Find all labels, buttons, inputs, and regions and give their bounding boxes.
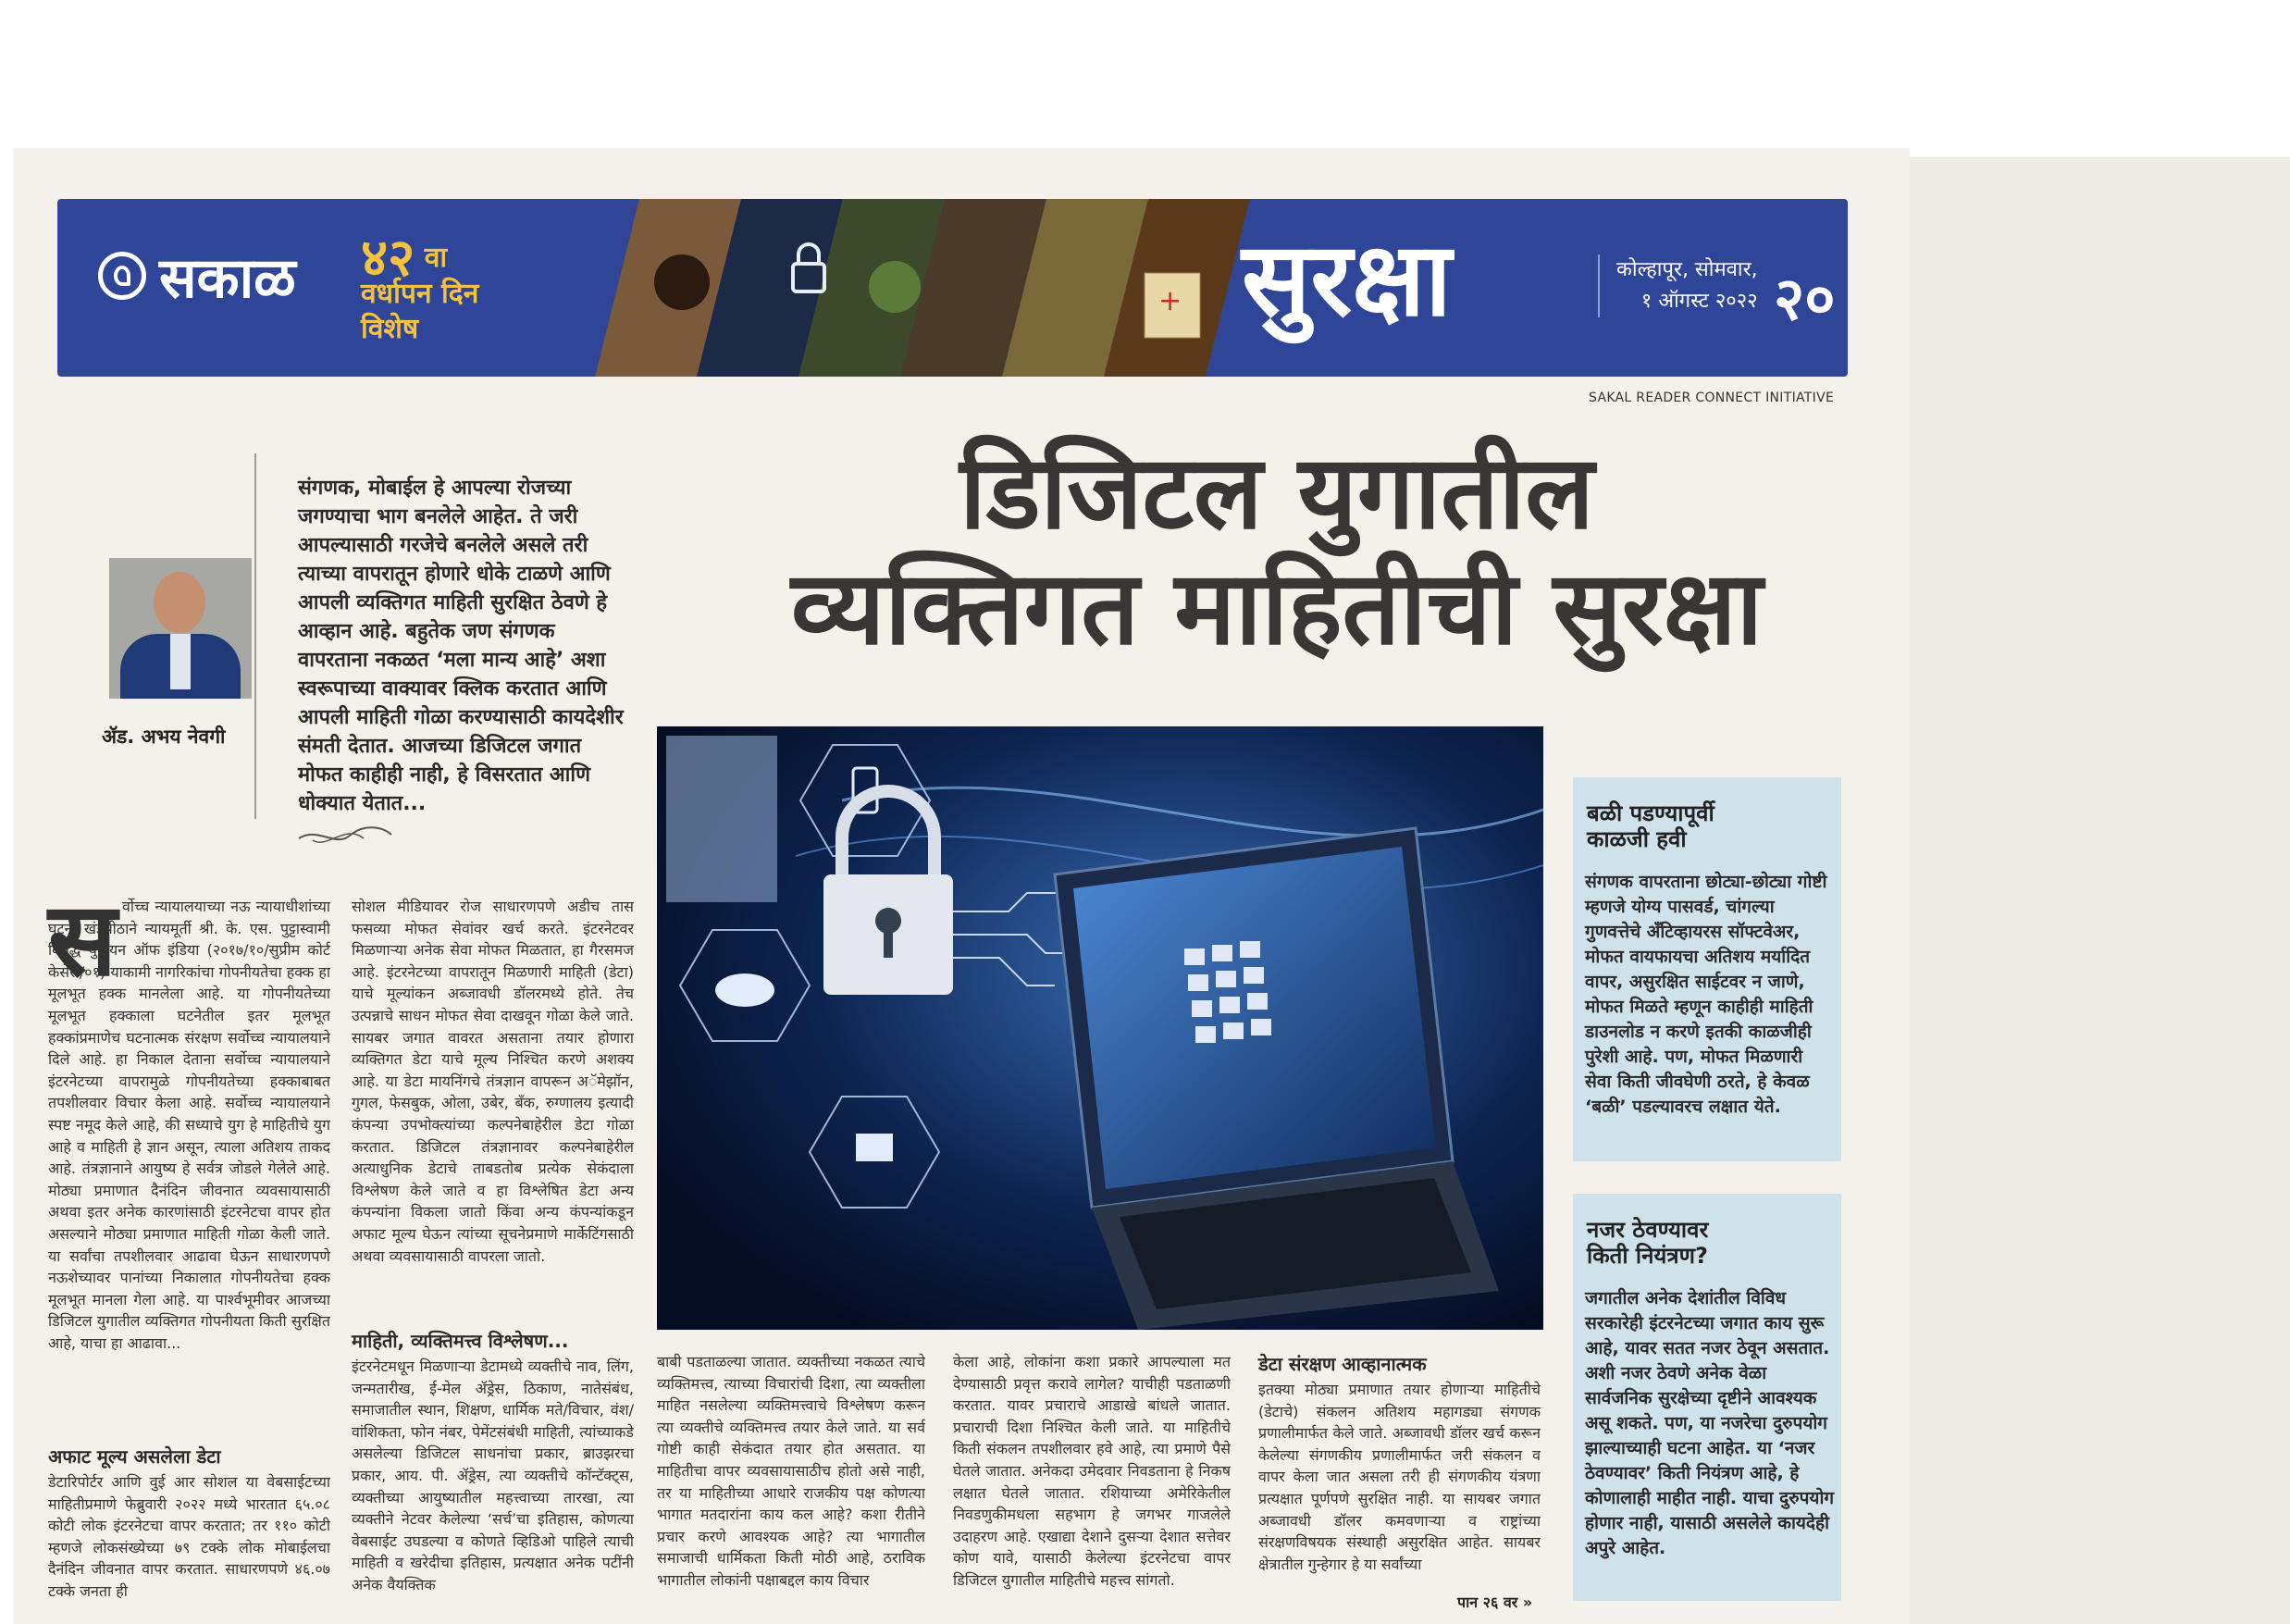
author-photo xyxy=(109,558,252,699)
column2-text2: इंटरनेटमधून मिळणाऱ्या डेटामध्ये व्यक्तीचे नाव, लिंग, जन्मतारीख, ई-मेल ॲड्रेस, ठिकाण, नातेसंबंध, समाजातील स्थान, शिक्षण, धार्मिक मते/विचार, वंश/वांशिकता, फोन नंबर, पेमेंटसंबंधी माहिती, त्यांच्याकडे असलेल्या डिजिटल साधनांचा प्रकार, ब्राउझरचा प्रकार, आय. पी. ॲड्रेस, त्या व्यक्तीचे कॉन्टॅक्ट्स, व्यक्तीच्या आयुष्यातील महत्त्वाच्या तारखा, त्या व्यक्तीने नेटवर केलेल्या ‘सर्च’चा इतिहास, कोणत्या वेबसाईट उघडल्या व कोणते व्हिडिओ पाहिले त्याची माहिती व खरेदीचा इतिहास, प्रत्यक्षात अनेक पटींनी अनेक वैयक्तिक xyxy=(352,1357,634,1593)
security-photo-collage xyxy=(580,199,1246,377)
column1-text2: डेटारिपोर्टर आणि वुई आर सोशल या वेबसाईटच्या माहितीप्रमाणे फेब्रुवारी २०२२ मध्ये भारतात ६५.०८ कोटी लोक इंटरनेटचा वापर करतात; तर ११० कोटी म्हणजे लोकसंख्येच्या ७९ टक्के लोक मोबाईलचा दैनंदिन जीवनात वापर करतात. साधारणपणे ४६.०७ टक्के जनता ही xyxy=(48,1473,330,1600)
headline xyxy=(699,435,1855,666)
sakal-logo xyxy=(98,238,296,314)
sidebar-box2-body: जगातील अनेक देशांतील विविध सरकारेही इंटरनेटच्या जगात काय सुरू आहे, यावर सतत नजर ठेवून असतात. अशी नजर ठेवणे अनेक वेळा सार्वजनिक सुरक्षेच्या दृष्टीने आवश्यक असू शकते. पण, या नजरेचा दुरुपयोग झाल्याच्याही घटना आहेत. या ‘नजर ठेवण्यावर’ किती नियंत्रण आहे, हे कोणालाही माहीत नाही. याचा दुरुपयोग होणार नाही, यासाठी असलेले कायदेही अपुरे आहेत. xyxy=(1585,1288,1835,1558)
collage-icons xyxy=(617,199,1265,377)
svg-text:+: + xyxy=(1158,285,1182,317)
column-divider xyxy=(254,453,256,819)
continued-on-page: पान २६ वर » xyxy=(1457,1593,1533,1611)
anniversary-line2: वर्धापन दिन xyxy=(361,277,479,310)
logo-text: सकाळ xyxy=(159,246,296,311)
sidebar-box1-title: बळी पडण्यापूर्वी काळजी हवी xyxy=(1587,800,1714,852)
dateline xyxy=(1598,254,1758,317)
column2-subhead: माहिती, व्यक्तिमत्त्व विश्लेषण... xyxy=(352,1330,569,1352)
column5-text: इतक्या मोठ्या प्रमाणात तयार होणाऱ्या माहितीचे (डेटाचे) संकलन अतिशय महागड्या संगणक प्रणालीमार्फत केले जाते. अब्जावधी डॉलर खर्च करून केलेल्या संगणकीय प्रणालीमार्फत जरी संकलन व वापर केला जात असला तरी ही संगणकीय यंत्रणा प्रत्यक्षात पूर्णपणे सुरक्षित नाही. या सायबर जगात अब्जावधी डॉलर कमवणाऱ्या व राष्ट्रांच्या संरक्षणविषयक संस्थाही असुरक्षित आहेत. सायबर क्षेत्रातील गुन्हेगार हे या सर्वांच्या xyxy=(1258,1381,1541,1573)
intro-paragraph: संगणक, मोबाईल हे आपल्या रोजच्या जगण्याचा भाग बनलेले आहेत. ते जरी आपल्यासाठी गरजेचे बनलेले असले तरी त्याच्या वापरातून होणारे धोके टाळणे आणि आपली व्यक्तिगत माहिती सुरक्षित ठेवणे हे आव्हान आहे. बहुतेक जण संगणक वापरताना नकळत ‘मला मान्य आहे’ अशा स्वरूपाच्या वाक्यावर क्लिक करतात आणि आपली माहिती गोळा करण्यासाठी कायदेशीर संमती देतात. आजच्या डिजिटल जगात मोफत काहीही नाही, हे विसरतात आणि धोक्यात येतात... xyxy=(298,477,624,815)
column4-text: केला आहे, लोकांना कशा प्रकारे आपल्याला मत देण्यासाठी प्रवृत्त करावे लागेल? याचीही पडताळणी करतात. यावर प्रचाराचे आडाखे बांधले जातात. प्रचाराची दिशा निश्चित केली जाते. या माहितीचे किती संकलन तपशीलवार हवे आहे, त्या प्रमाणे पैसे घेतले जातात. अनेकदा उमेदवार निवडताना हे निकष लक्षात घेतले जातात. रशियाच्या अमेरिकेतील निवडणुकीमधला सहभाग हे जगभर गाजलेले उदाहरण आहे. एखाद्या देशाने दुसऱ्या देशात सत्तेवर कोण यावे, यासाठी केलेल्या इंटरनेटचा वापर डिजिटल युगातील माहितीचे महत्त्व सांगतो. xyxy=(953,1353,1231,1589)
column2-text: सोशल मीडियावर रोज साधारणपणे अडीच तास फसव्या मोफत सेवांवर खर्च करते. इंटरनेटवर मिळणाऱ्या अनेक सेवा मोफत मिळतात, हा गैरसमज आहे. इंटरनेटच्या वापरातून मिळणारी माहिती (डेटा) याचे मूल्यांकन अब्जावधी डॉलरमध्ये होते. तेच उत्पन्नाचे साधन मोफत सेवा दाखवून गोळा केले जाते. सायबर जगात वावरत असताना तयार होणारा व्यक्तिगत डेटा याचे मूल्य निश्चित करणे अशक्य आहे. या डेटा मायनिंगचे तंत्रज्ञान वापरून अॅमेझॉन, गुगल, फेसबुक, ओला, उबेर, बँक, रुग्णालय इत्यादी कंपन्या उपभोक्त्यांच्या कल्पनेबाहेरील डेटा गोळा करतात. डिजिटल तंत्रज्ञानावर कल्पनेबाहेरील अत्याधुनिक डेटाचे ताबडतोब प्रत्येक सेकंदाला विश्लेषण केले जाते व हा विश्लेषित डेटा अन्य कंपन्यांना विकला जातो किंवा अन्य कंपन्यांकडून अफाट मूल्य घेऊन त्यांच्या सूचनेप्रमाणे मार्केटिंगसाठी अथवा व्यवसायासाठी वापरला जातो. xyxy=(352,898,634,1265)
sidebar-box2-title: नजर ठेवण्यावर किती नियंत्रण? xyxy=(1587,1217,1709,1269)
adjacent-page-edge xyxy=(1910,157,2290,1624)
column5-subhead: डेटा संरक्षण आव्हानात्मक xyxy=(1258,1353,1427,1375)
masthead-banner xyxy=(57,199,1848,377)
anniversary-label xyxy=(361,228,479,347)
dateline-place: कोल्हापूर, सोमवार, xyxy=(1616,258,1758,281)
flourish-ornament-icon xyxy=(294,822,396,849)
soldier-silhouette-icon xyxy=(654,254,710,310)
padlock-icon xyxy=(793,264,824,291)
earth-icon xyxy=(869,261,921,313)
drop-cap: स xyxy=(48,880,118,998)
sakal-logo-icon xyxy=(98,252,146,300)
laptop-padlock-graphic xyxy=(657,726,1543,1330)
cyber-security-illustration xyxy=(657,726,1543,1330)
anniversary-line3: विशेष xyxy=(361,312,419,345)
dateline-date: १ ऑगस्ट २०२२ xyxy=(1640,290,1758,313)
anniversary-number: ४२ xyxy=(361,228,415,289)
headline-line2: व्यक्तिगत माहितीची सुरक्षा xyxy=(790,549,1764,667)
column1-text: र्वोच्च न्यायालयाच्या नऊ न्यायाधीशांच्या घटना खंडपीठाने न्यायमूर्ती श्री. के. एस. पुट्टास्वामी विरुद्ध युनियन ऑफ इंडिया (२०१७/१०/सुप्रीम कोर्ट केसेस/०१) याकामी नागरिकांचा गोपनीयतेचा हक्क हा मूलभूत हक्क मानलेला आहे. या गोपनीयतेच्या मूलभूत हक्काला घटनेतील इतर मूलभूत हक्कांप्रमाणेच घटनात्मक संरक्षण सर्वोच्च न्यायालयाने दिले आहे. हा निकाल देताना सर्वोच्च न्यायालयाने इंटरनेटच्या वापरामुळे गोपनीयतेच्या हक्काबाबत तपशीलवार विचार केला आहे. सर्वोच्च न्यायालयाने स्पष्ट नमूद केले आहे, की सध्याचे युग हे माहितीचे युग आहे व माहिती हे ज्ञान असून, त्याला अतिशय ताकद आहे. तंत्रज्ञानाने आयुष्य हे सर्वत्र जोडले गेलेले आहे. मोठ्या प्रमाणात दैनंदिन जीवनात व्यवसायासाठी अथवा इतर अनेक कारणांसाठी इंटरनेटचा वापर होत असल्याने मोठ्या प्रमाणात माहिती गोळा केली जाते. या सर्वांचा तपशीलवार आढावा घेऊन साधारणपणे नऊशेच्यावर पानांच्या निकालात गोपनीयतेचा हक्क मूलभूत मानला गेला आहे. या पार्श्वभूमीवर आजच्या डिजिटल युगातील व्यक्तिगत गोपनीयता किती सुरक्षित आहे, याचा हा आढावा... xyxy=(48,898,330,1352)
column3-text: बाबी पडताळल्या जातात. व्यक्तीच्या नकळत त्याचे व्यक्तिमत्त्व, त्याच्या विचारांची दिशा, त्या व्यक्तीला माहित नसलेल्या व्यक्तिमत्त्वाचे विश्लेषण करून त्या व्यक्तीचे व्यक्तिमत्त्व तयार केले जाते. या सर्व गोष्टी काही सेकंदात तयार होत असतात. या माहितीचा वापर व्यवसायासाठीच होतो असे नाही, तर या माहितीच्या आधारे राजकीय पक्ष कोणत्या भागात मतदारांना काय कल आहे? कशा रीतीने प्रचार करणे आवश्यक आहे? त्या भागातील समाजाची धार्मिकता किती मोठी आहे, ठराविक भागातील लोकांनी पक्षाबद्दल काय विचार xyxy=(657,1353,925,1589)
section-title: सुरक्षा xyxy=(1242,220,1452,339)
headline-line1: डिजिटल युगातील xyxy=(959,433,1594,552)
initiative-label: SAKAL READER CONNECT INITIATIVE xyxy=(1589,391,1835,405)
sidebar-box1-body: संगणक वापरताना छोट्या-छोट्या गोष्टी म्हणजे योग्य पासवर्ड, चांगल्या गुणवत्तेचे ॲंटिव्हायरस सॉफ्टवेअर, मोफत वायफायचा अतिशय मर्यादित वापर, असुरक्षित साईटवर न जाणे, मोफत मिळते म्हणून काहीही माहिती डाउनलोड न करणे इतकी काळजीही पुरेशी आहे. पण, मोफत मिळणारी सेवा किती जीवघेणी ठरते, हे केवळ ‘बळी’ पडल्यावरच लक्षात येते. xyxy=(1585,872,1827,1117)
author-name: ॲड. अभय नेवगी xyxy=(102,725,226,748)
column1-subhead: अफाट मूल्य असलेला डेटा xyxy=(48,1445,221,1468)
page-number: २० xyxy=(1774,266,1836,334)
anniversary-suffix: वा xyxy=(424,242,448,274)
